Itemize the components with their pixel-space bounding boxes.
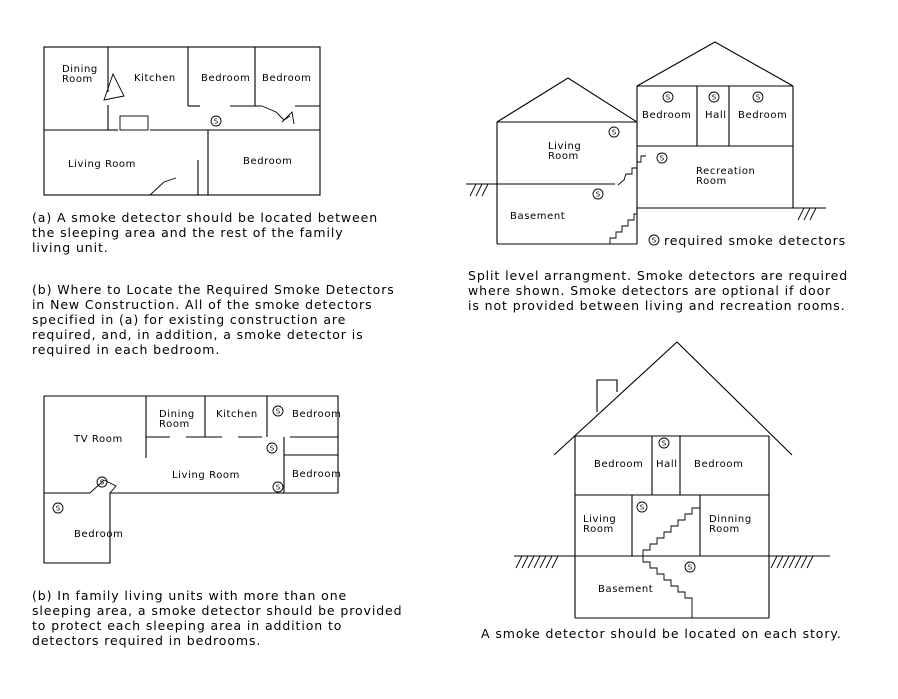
- room-label: Room: [696, 176, 727, 187]
- room-label: Bedroom: [738, 110, 788, 121]
- room-label: Bedroom: [292, 469, 342, 480]
- caption-line: (b) In family living units with more than one: [32, 588, 348, 603]
- caption-line: where shown. Smoke detectors are optional if door: [468, 283, 832, 298]
- plan1-arrow: [104, 74, 124, 100]
- smoke-detector-icon: S: [711, 93, 717, 102]
- room-label: Living: [548, 141, 582, 152]
- caption-line: Split level arrangment. Smoke detectors are required: [468, 268, 849, 283]
- plan1-fireplace: [120, 116, 148, 130]
- smoke-detector-icon: S: [639, 503, 645, 512]
- room-label: TV Room: [74, 434, 123, 445]
- two-story-house: [514, 342, 830, 618]
- floor-plan-1: [44, 47, 320, 195]
- caption-line: specified in (a) for existing construction are: [32, 312, 347, 327]
- room-label: Bedroom: [594, 459, 644, 470]
- roof: [637, 42, 793, 86]
- room-label: Room: [583, 524, 614, 535]
- smoke-detector-icon: S: [687, 563, 693, 572]
- room-label: Hall: [705, 110, 727, 121]
- ground-hatch: [470, 184, 488, 196]
- smoke-detector-icon: S: [659, 154, 665, 163]
- roof: [497, 78, 637, 122]
- room-label: Room: [709, 524, 740, 535]
- stairs: [618, 156, 646, 185]
- room-label: Bedroom: [243, 156, 293, 167]
- room-label: Room: [159, 419, 190, 430]
- ground-hatch: [516, 556, 558, 568]
- caption-line: is not provided between living and recreation rooms.: [468, 298, 846, 313]
- room-label: Bedroom: [201, 73, 251, 84]
- room-label: Living Room: [68, 159, 136, 170]
- caption-line: sleeping area, a smoke detector should be provided: [32, 603, 403, 618]
- room-label: Bedroom: [642, 110, 692, 121]
- caption-line: required in each bedroom.: [32, 342, 221, 357]
- caption-line: (a) A smoke detector should be located between: [32, 210, 379, 225]
- room-label: Basement: [510, 211, 566, 222]
- smoke-detector-icon: S: [55, 504, 61, 513]
- smoke-detector-icon: S: [275, 407, 281, 416]
- room-label: Kitchen: [216, 409, 258, 420]
- room-label: Bedroom: [262, 73, 312, 84]
- stairs: [643, 508, 700, 556]
- smoke-detector-icon: S: [661, 439, 667, 448]
- room-label: Room: [62, 74, 93, 85]
- room-label: Bedroom: [74, 529, 124, 540]
- room-label: Living: [583, 514, 617, 525]
- room-label: Dining: [62, 64, 98, 75]
- smoke-detector-icon: S: [651, 236, 657, 245]
- caption-line: to protect each sleeping area in addition to: [32, 618, 343, 633]
- caption-line: the sleeping area and the rest of the family: [32, 225, 344, 240]
- caption-line: in New Construction. All of the smoke detectors: [32, 297, 373, 312]
- smoke-detector-icon: S: [275, 483, 281, 492]
- roof: [554, 342, 792, 455]
- smoke-detector-icon: S: [213, 117, 219, 126]
- room-label: Kitchen: [134, 73, 176, 84]
- room-label: Hall: [656, 459, 678, 470]
- stairs: [610, 214, 637, 244]
- smoke-detector-icon: S: [269, 444, 275, 453]
- smoke-detector-icon: S: [611, 128, 617, 137]
- caption-line: A smoke detector should be located on each story.: [481, 626, 842, 641]
- room-label: Room: [548, 151, 579, 162]
- room-label: Dinning: [709, 514, 752, 525]
- ground-hatch: [798, 208, 816, 220]
- smoke-detector-icon: S: [595, 190, 601, 199]
- caption-line: required, and, in addition, a smoke detector is: [32, 327, 364, 342]
- plan1-arrow: [282, 112, 294, 124]
- smoke-detector-icon: S: [755, 93, 761, 102]
- room-label: Bedroom: [292, 409, 342, 420]
- room-label: Recreation: [696, 166, 756, 177]
- plan1-door: [150, 178, 176, 195]
- room-label: Basement: [598, 584, 654, 595]
- caption-line: (b) Where to Locate the Required Smoke Detectors: [32, 282, 395, 297]
- ground-hatch: [771, 556, 813, 568]
- room-label: Living Room: [172, 470, 240, 481]
- floor-plan-2: [44, 396, 341, 563]
- room-label: Bedroom: [694, 459, 744, 470]
- room-label: Dining: [159, 409, 195, 420]
- caption-line: detectors required in bedrooms.: [32, 633, 262, 648]
- smoke-detector-icon: S: [665, 93, 671, 102]
- caption-line: living unit.: [32, 240, 109, 255]
- smoke-detector-icon: S: [99, 478, 105, 487]
- legend-label: required smoke detectors: [664, 233, 847, 248]
- split-level-house: [466, 42, 826, 244]
- chimney: [597, 380, 617, 412]
